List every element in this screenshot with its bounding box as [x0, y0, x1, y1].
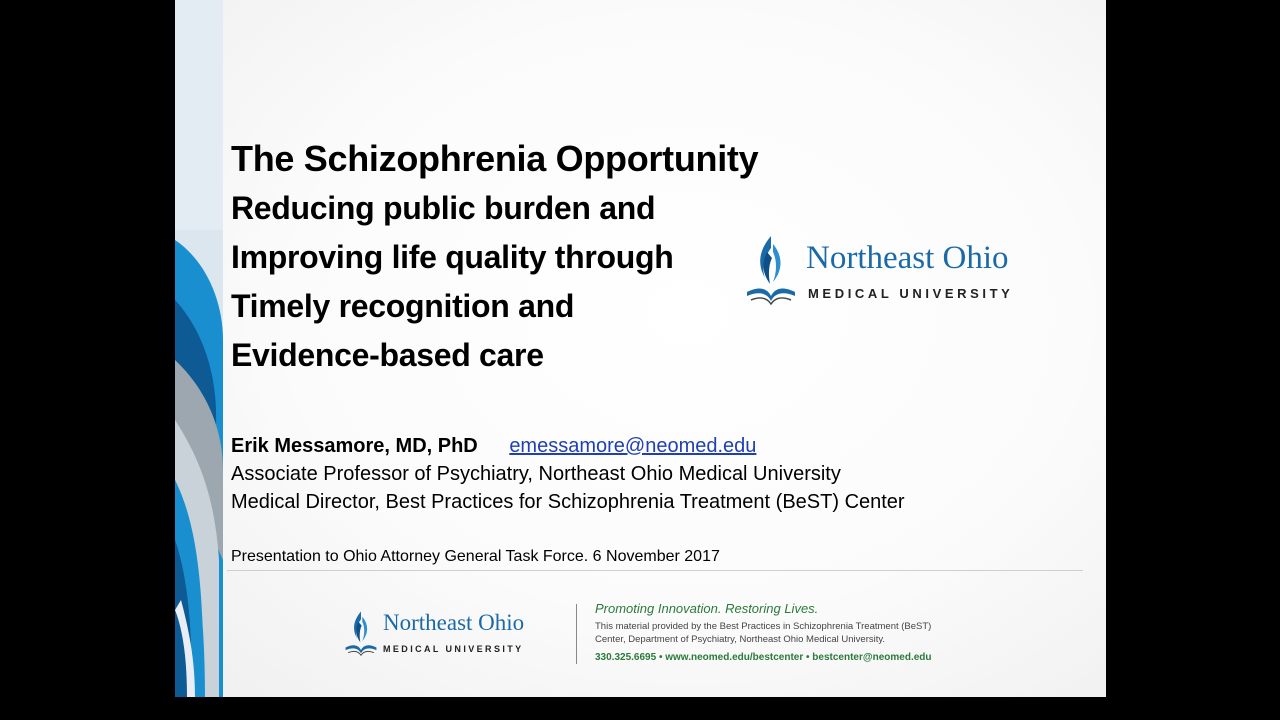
- footer-divider-rule: [227, 570, 1083, 571]
- footer-tagline: Promoting Innovation. Restoring Lives.: [595, 601, 819, 616]
- footer-contact: 330.325.6695 • www.neomed.edu/bestcenter • bestcenter@neomed.edu: [595, 652, 932, 663]
- logo-subtitle: MEDICAL UNIVERSITY: [808, 286, 1014, 301]
- affiliation-line: Medical Director, Best Practices for Schizophrenia Treatment (BeST) Center: [231, 491, 905, 513]
- author-block: [231, 432, 905, 516]
- university-logo: [743, 234, 1063, 308]
- subtitle-line: Timely recognition and: [231, 288, 575, 324]
- presentation-note: Presentation to Ohio Attorney General Task Force. 6 November 2017: [231, 548, 720, 565]
- footer-vertical-divider: [576, 604, 577, 664]
- footer-logo-name: Northeast Ohio: [383, 610, 525, 635]
- footer-university-logo: [343, 608, 573, 664]
- footer-text-block: [595, 601, 932, 663]
- slide: [175, 0, 1106, 697]
- footer-logo-subtitle: MEDICAL UNIVERSITY: [383, 644, 524, 654]
- author-name: Erik Messamore, MD, PhD: [231, 435, 478, 457]
- slide-title: The Schizophrenia Opportunity: [231, 138, 759, 179]
- footer-disclaimer-line: This material provided by the Best Practices in Schizophrenia Treatment (BeST): [595, 621, 932, 632]
- logo-name: Northeast Ohio: [806, 240, 1009, 276]
- subtitle-line: Improving life quality through: [231, 239, 674, 275]
- author-email-link[interactable]: emessamore@neomed.edu: [509, 435, 757, 457]
- footer-disclaimer-line: Center, Department of Psychiatry, Northeast Ohio Medical University.: [595, 634, 886, 645]
- flame-book-icon: [343, 608, 379, 660]
- affiliation-line: Associate Professor of Psychiatry, Northeast Ohio Medical University: [231, 463, 841, 485]
- flame-book-icon: [743, 234, 799, 308]
- subtitle-line: Evidence-based care: [231, 337, 544, 373]
- left-decorative-band: [175, 0, 223, 697]
- title-block: [231, 134, 758, 380]
- author-line: [231, 432, 905, 460]
- subtitle-line: Reducing public burden and: [231, 190, 656, 226]
